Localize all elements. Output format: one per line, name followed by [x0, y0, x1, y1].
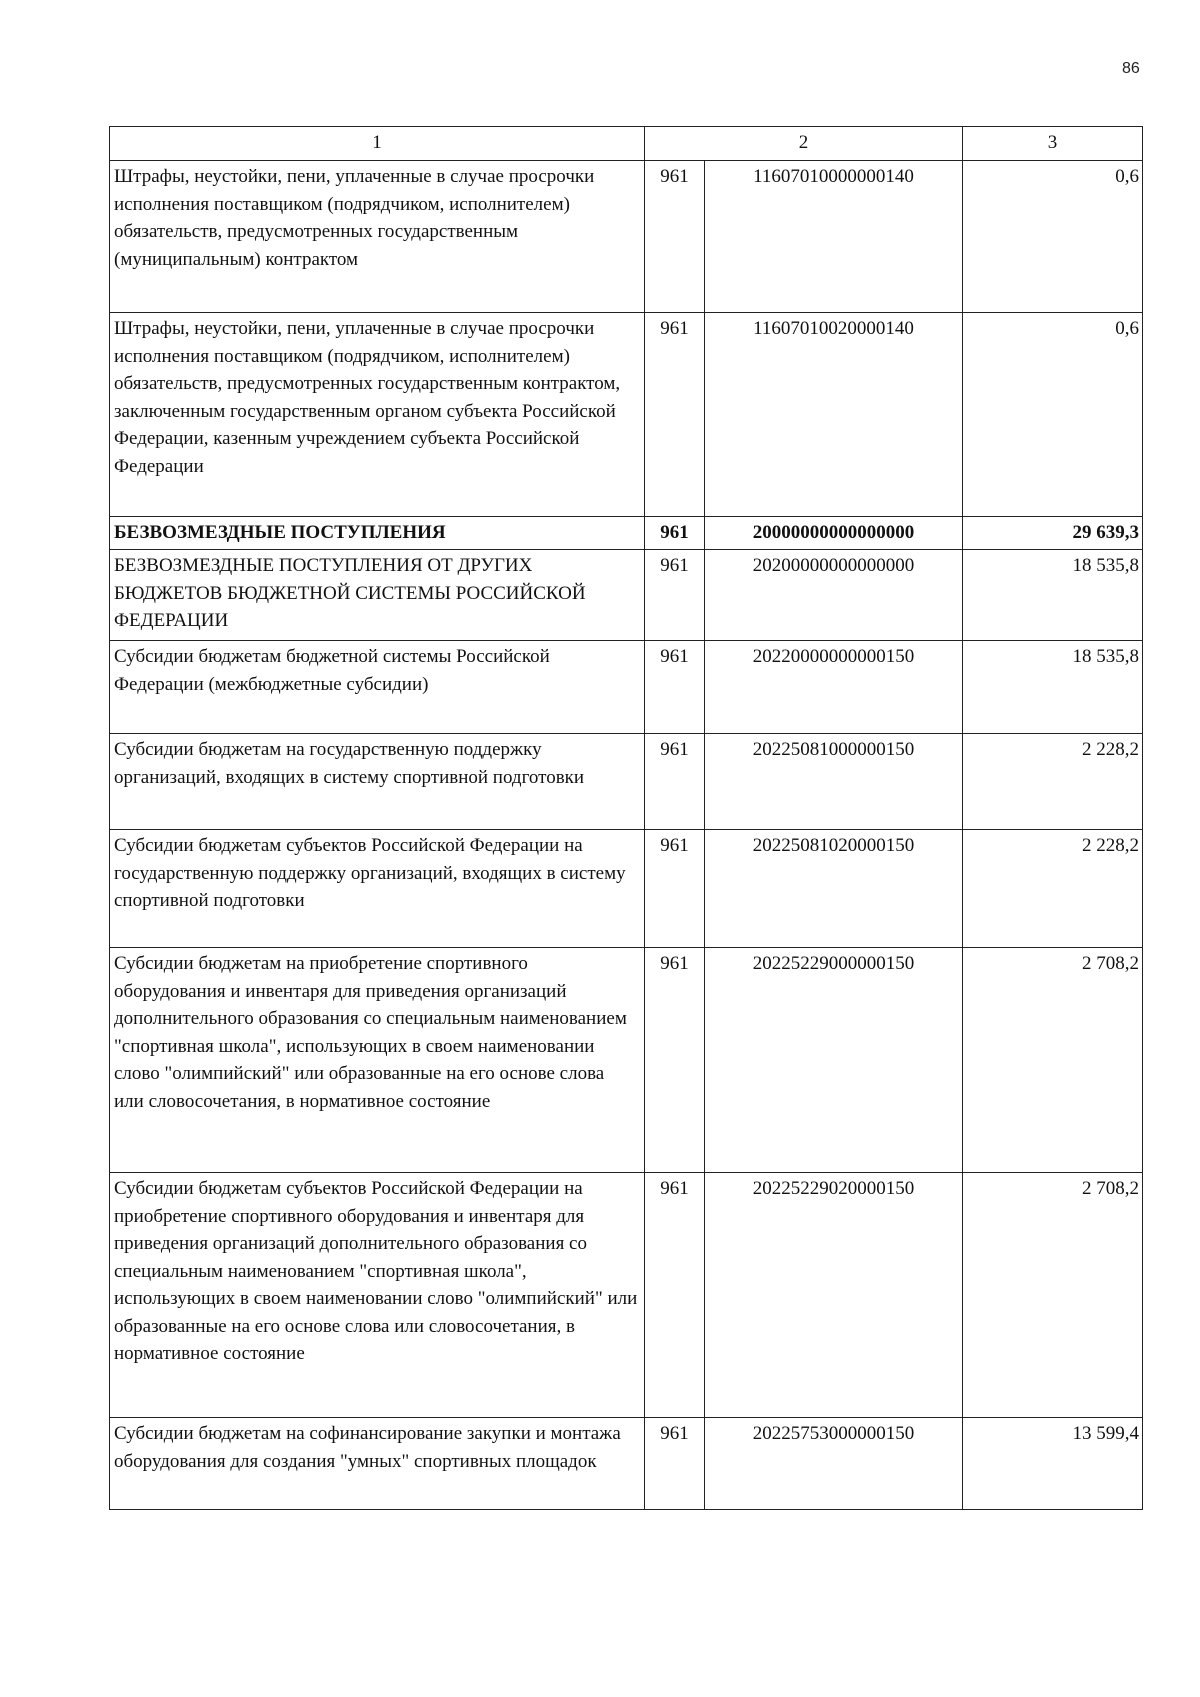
table-row [110, 161, 1143, 313]
row-amount: 0,6 [963, 161, 1143, 313]
table-row [110, 1418, 1143, 1510]
row-description: Штрафы, неустойки, пени, уплаченные в случае просрочки исполнения поставщиком (подрядчиком, исполнителем) обязательств, предусмотренных государственным контрактом, заключенным государственным органом субъекта Российской Федерации, казенным учреждением субъекта Российской Федерации [110, 313, 645, 517]
row-description: Субсидии бюджетам на приобретение спортивного оборудования и инвентаря для приведения организаций дополнительного образования со специальным наименованием "спортивная школа", использующих в своем наименовании слово "олимпийский" или образованные на его основе слова или словосочетания, в нормативное состояние [110, 948, 645, 1173]
row-amount: 2 228,2 [963, 734, 1143, 830]
row-budget-code: 20225753000000150 [705, 1418, 963, 1510]
table-row [110, 948, 1143, 1173]
table-header-row [110, 127, 1143, 161]
row-amount: 2 708,2 [963, 1173, 1143, 1418]
row-admin-code: 961 [645, 517, 705, 550]
table-row-total [110, 517, 1143, 550]
row-amount: 18 535,8 [963, 641, 1143, 734]
row-description: БЕЗВОЗМЕЗДНЫЕ ПОСТУПЛЕНИЯ [110, 517, 645, 550]
row-budget-code: 20225229000000150 [705, 948, 963, 1173]
row-description: Субсидии бюджетам бюджетной системы Российской Федерации (межбюджетные субсидии) [110, 641, 645, 734]
row-admin-code: 961 [645, 161, 705, 313]
row-budget-code: 20200000000000000 [705, 550, 963, 641]
row-admin-code: 961 [645, 641, 705, 734]
row-budget-code: 20225081000000150 [705, 734, 963, 830]
budget-table [109, 126, 1143, 1510]
header-col-3: 3 [963, 127, 1143, 161]
row-description: Субсидии бюджетам субъектов Российской Федерации на приобретение спортивного оборудования и инвентаря для приведения организаций дополнительного образования со специальным наименованием "спортивная школа", использующих в своем наименовании слово "олимпийский" или образованные на его основе слова или словосочетания, в нормативное состояние [110, 1173, 645, 1418]
row-amount: 2 708,2 [963, 948, 1143, 1173]
row-description: Штрафы, неустойки, пени, уплаченные в случае просрочки исполнения поставщиком (подрядчиком, исполнителем) обязательств, предусмотренных государственным (муниципальным) контрактом [110, 161, 645, 313]
table-row [110, 734, 1143, 830]
row-budget-code: 20220000000000150 [705, 641, 963, 734]
header-col-2: 2 [645, 127, 963, 161]
row-admin-code: 961 [645, 1418, 705, 1510]
row-amount: 0,6 [963, 313, 1143, 517]
page-number: 86 [1122, 60, 1140, 77]
row-description: Субсидии бюджетам на государственную поддержку организаций, входящих в систему спортивной подготовки [110, 734, 645, 830]
row-budget-code: 11607010020000140 [705, 313, 963, 517]
row-description: Субсидии бюджетам субъектов Российской Федерации на государственную поддержку организаций, входящих в систему спортивной подготовки [110, 830, 645, 948]
table-row [110, 1173, 1143, 1418]
table-row [110, 550, 1143, 641]
table-row [110, 641, 1143, 734]
row-budget-code: 20000000000000000 [705, 517, 963, 550]
row-admin-code: 961 [645, 313, 705, 517]
row-description: БЕЗВОЗМЕЗДНЫЕ ПОСТУПЛЕНИЯ ОТ ДРУГИХ БЮДЖЕТОВ БЮДЖЕТНОЙ СИСТЕМЫ РОССИЙСКОЙ ФЕДЕРАЦИИ [110, 550, 645, 641]
row-budget-code: 20225229020000150 [705, 1173, 963, 1418]
row-amount: 2 228,2 [963, 830, 1143, 948]
row-admin-code: 961 [645, 830, 705, 948]
row-admin-code: 961 [645, 734, 705, 830]
table-row [110, 830, 1143, 948]
row-amount: 13 599,4 [963, 1418, 1143, 1510]
row-budget-code: 11607010000000140 [705, 161, 963, 313]
row-admin-code: 961 [645, 948, 705, 1173]
header-col-1: 1 [110, 127, 645, 161]
row-admin-code: 961 [645, 550, 705, 641]
row-amount: 18 535,8 [963, 550, 1143, 641]
row-description: Субсидии бюджетам на софинансирование закупки и монтажа оборудования для создания "умных" спортивных площадок [110, 1418, 645, 1510]
table-row [110, 313, 1143, 517]
row-budget-code: 20225081020000150 [705, 830, 963, 948]
row-admin-code: 961 [645, 1173, 705, 1418]
row-amount: 29 639,3 [963, 517, 1143, 550]
